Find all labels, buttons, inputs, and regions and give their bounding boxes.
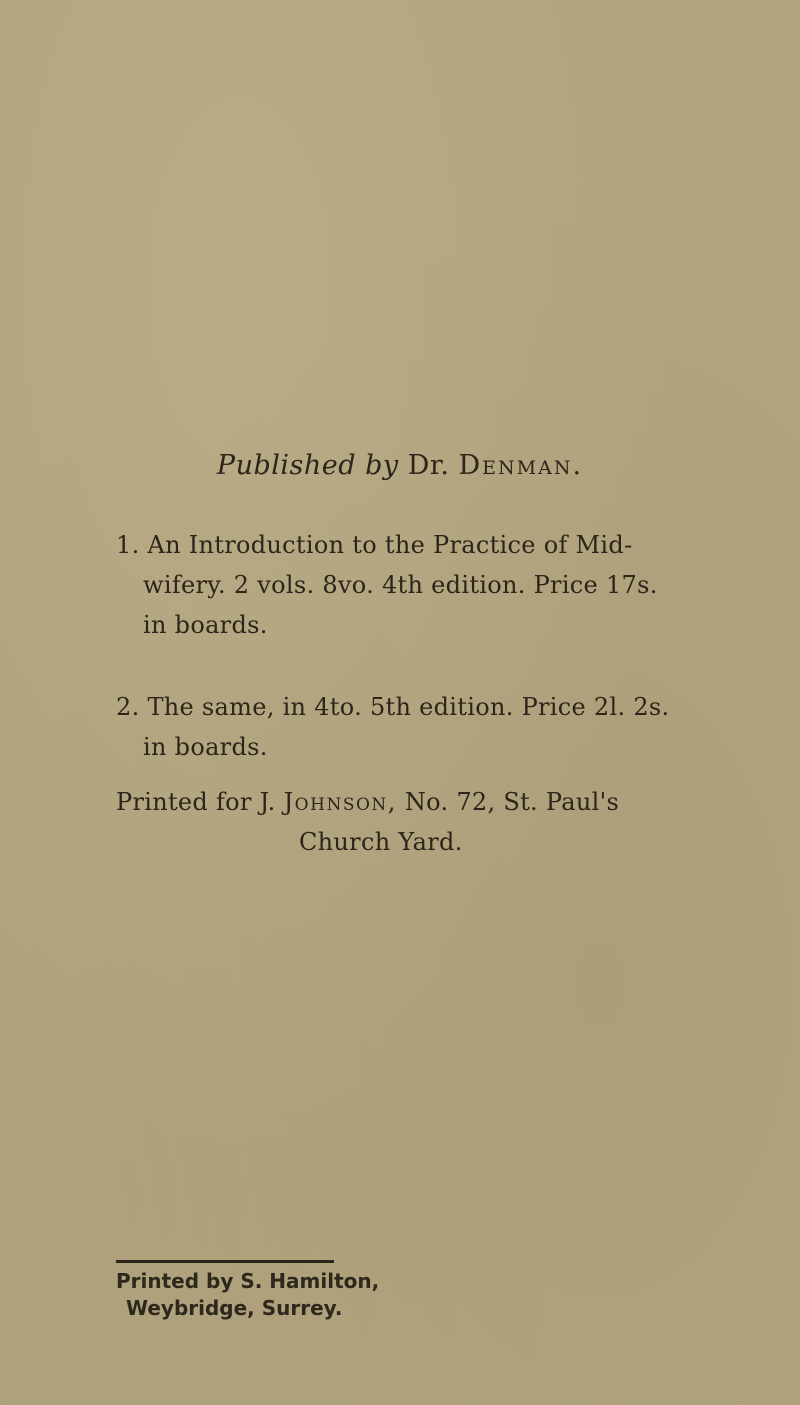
entry-2-number: 2. bbox=[116, 693, 140, 721]
printed-for-notice bbox=[116, 782, 756, 862]
entry-2-line-1 bbox=[116, 687, 756, 727]
entry-2-line-2: in boards. bbox=[143, 733, 268, 761]
entry-1-line-3: in boards. bbox=[143, 611, 268, 639]
entry-1-line-2: wifery. 2 vols. 8vo. 4th edition. Price 17s. bbox=[143, 571, 658, 599]
entry-2-text-1: The same, in 4to. 5th edition. Price 2l. 2s. bbox=[147, 693, 670, 721]
author-name: Denman. bbox=[458, 450, 584, 481]
book-entry-1 bbox=[116, 525, 756, 645]
entry-1-line-1 bbox=[116, 525, 756, 565]
printed-for-prefix: Printed for J. bbox=[116, 788, 276, 816]
printer-name: Johnson, bbox=[283, 788, 397, 816]
printed-for-address: No. 72, St. Paul's bbox=[404, 788, 620, 816]
printer-imprint bbox=[116, 1268, 379, 1322]
author-prefix: Dr. bbox=[407, 450, 450, 481]
printed-for-line-2: Church Yard. bbox=[299, 828, 463, 856]
publisher-heading bbox=[0, 450, 800, 481]
entry-1-text-1: An Introduction to the Practice of Mid- bbox=[147, 531, 633, 559]
book-entry-2 bbox=[116, 687, 756, 767]
imprint-divider bbox=[116, 1260, 334, 1263]
published-by-label: Published by bbox=[216, 450, 399, 481]
imprint-line-2: Weybridge, Surrey. bbox=[126, 1296, 343, 1320]
printed-for-line-1 bbox=[116, 782, 756, 822]
imprint-line-1: Printed by S. Hamilton, bbox=[116, 1269, 380, 1293]
entry-1-number: 1. bbox=[116, 531, 140, 559]
